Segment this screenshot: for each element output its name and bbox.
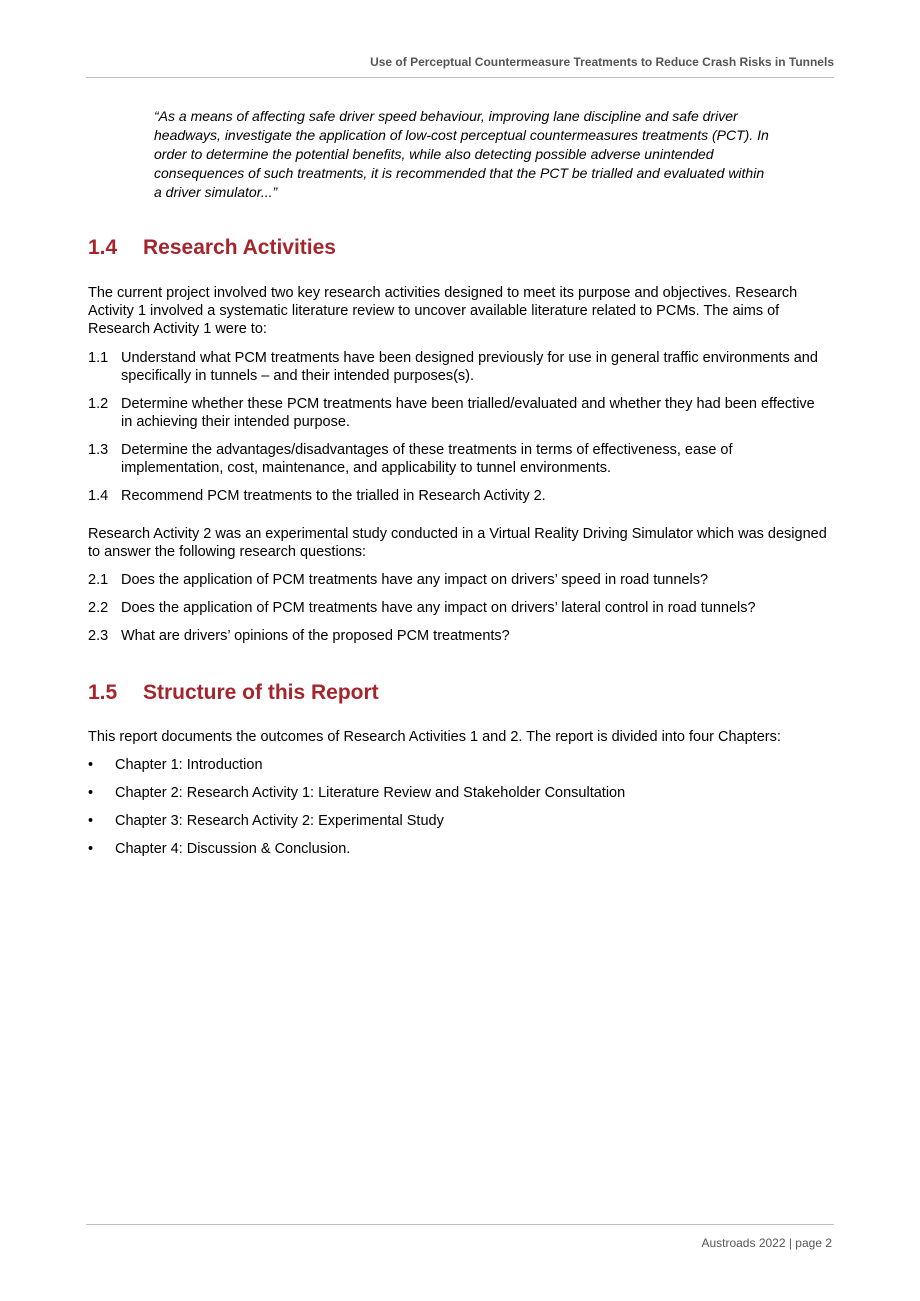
bullet-text: Chapter 3: Research Activity 2: Experimental Study — [115, 813, 444, 829]
list-item-text: Recommend PCM treatments to the trialled in Research Activity 2. — [121, 488, 546, 504]
bullet-item — [88, 812, 828, 830]
section-title: Research Activities — [143, 236, 336, 259]
list-item-number: 1.2 — [88, 396, 109, 412]
bullet-symbol: • — [88, 841, 94, 857]
bullet-text: Chapter 1: Introduction — [115, 757, 263, 773]
list-item-text: Determine whether these PCM treatments have been trialled/evaluated and whether they had been effective in achieving their intended purpose. — [121, 396, 815, 430]
list-item-number: 2.2 — [88, 600, 109, 616]
bullet-symbol: • — [88, 813, 94, 829]
block-quote: “As a means of affecting safe driver speed behaviour, improving lane discipline and safe driver headways, investigate the application of low-cost perceptual countermeasures treatments (PCT). In order to determine the potential benefits, while also detecting possible adverse unintended consequences of such treatments, it is recommended that the PCT be trialled and evaluated within a driver simulator...” — [154, 108, 769, 200]
activity-2-intro: Research Activity 2 was an experimental study conducted in a Virtual Reality Driving Simulator which was designed to answer the following research questions: — [88, 526, 827, 560]
list-item-number: 2.1 — [88, 572, 109, 588]
header-divider — [86, 77, 834, 78]
bullet-item — [88, 756, 828, 774]
section-title: Structure of this Report — [143, 681, 379, 704]
list-item-number: 1.4 — [88, 488, 109, 504]
list-item-number: 1.3 — [88, 442, 109, 458]
list-item — [88, 395, 828, 431]
list-item-number: 1.1 — [88, 350, 109, 366]
footer-divider — [86, 1224, 834, 1225]
list-item — [88, 571, 828, 589]
section-number: 1.4 — [88, 236, 118, 259]
list-item-text: Does the application of PCM treatments have any impact on drivers’ lateral control in road tunnels? — [121, 600, 756, 616]
bullet-item — [88, 840, 828, 858]
list-item-number: 2.3 — [88, 628, 109, 644]
bullet-text: Chapter 4: Discussion & Conclusion. — [115, 841, 351, 857]
list-item-text: Understand what PCM treatments have been designed previously for use in general traffic environments and specifically in tunnels – and their intended purposes(s). — [121, 350, 818, 384]
list-item — [88, 487, 828, 505]
page-footer: Austroads 2022 | page 2 — [701, 1236, 832, 1250]
list-item-text: What are drivers’ opinions of the proposed PCM treatments? — [121, 628, 510, 644]
bullet-symbol: • — [88, 785, 94, 801]
list-item-text: Determine the advantages/disadvantages of these treatments in terms of effectiveness, ease of implementation, cost, maintenance, and applicability to tunnel environments. — [121, 442, 733, 476]
section-1-5-intro: This report documents the outcomes of Research Activities 1 and 2. The report is divided into four Chapters: — [88, 729, 781, 745]
list-item-text: Does the application of PCM treatments have any impact on drivers’ speed in road tunnels? — [121, 572, 709, 588]
list-item — [88, 349, 828, 385]
section-number: 1.5 — [88, 681, 118, 704]
list-item — [88, 627, 828, 645]
section-heading-1-5 — [88, 681, 379, 705]
bullet-item — [88, 784, 828, 802]
list-item — [88, 441, 828, 477]
running-header: Use of Perceptual Countermeasure Treatments to Reduce Crash Risks in Tunnels — [370, 55, 834, 69]
list-item — [88, 599, 828, 617]
section-heading-1-4 — [88, 236, 336, 260]
bullet-text: Chapter 2: Research Activity 1: Literature Review and Stakeholder Consultation — [115, 785, 626, 801]
bullet-symbol: • — [88, 757, 94, 773]
section-1-4-intro: The current project involved two key research activities designed to meet its purpose and objectives. Research Activity 1 involved a systematic literature review to uncover available literature related to PCMs. The aims of Research Activity 1 were to: — [88, 285, 798, 337]
